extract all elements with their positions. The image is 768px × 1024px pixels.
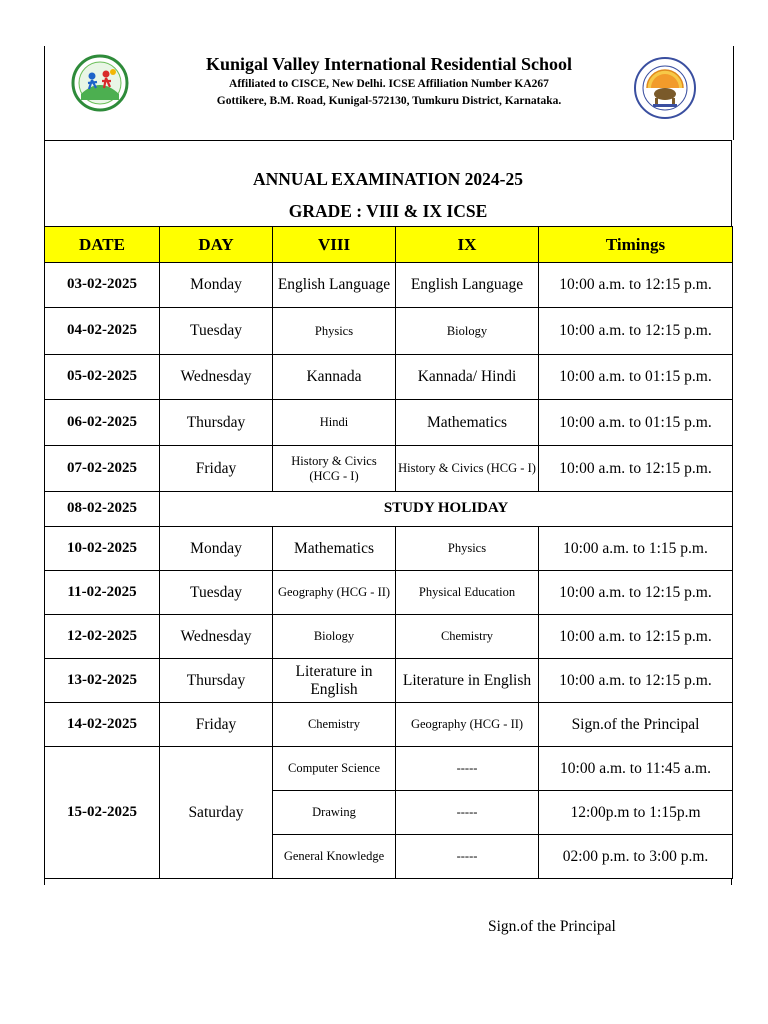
timing-cell: 10:00 a.m. to 12:15 p.m. (539, 659, 733, 703)
day-cell: Saturday (160, 747, 273, 879)
table-row (45, 446, 733, 492)
date-cell: 10-02-2025 (45, 527, 160, 571)
table-row (45, 527, 733, 571)
timing-cell: 10:00 a.m. to 12:15 p.m. (539, 308, 733, 355)
viii-subject-cell: Chemistry (273, 703, 396, 747)
date-cell: 12-02-2025 (45, 615, 160, 659)
date-cell: 04-02-2025 (45, 308, 160, 355)
date-cell: 08-02-2025 (45, 492, 160, 527)
timing-cell: 10:00 a.m. to 01:15 p.m. (539, 355, 733, 400)
ix-subject-cell: English Language (396, 263, 539, 308)
timing-cell: 10:00 a.m. to 12:15 p.m. (539, 446, 733, 492)
table-row (45, 355, 733, 400)
exam-timetable (44, 226, 733, 879)
viii-subject-cell: Hindi (273, 400, 396, 446)
ix-subject-cell: Biology (396, 308, 539, 355)
column-header-timings: Timings (539, 227, 733, 263)
timing-cell: 10:00 a.m. to 11:45 a.m. (539, 747, 733, 791)
table-row (45, 263, 733, 308)
column-header-ix: IX (396, 227, 539, 263)
timing-cell: 12:00p.m to 1:15p.m (539, 791, 733, 835)
ix-subject-cell: History & Civics (HCG - I) (396, 446, 539, 492)
address-line: Gottikere, B.M. Road, Kunigal-572130, Tumkuru District, Karnataka. (216, 95, 562, 107)
viii-subject-cell: History & Civics (HCG - I) (273, 446, 396, 492)
date-cell: 06-02-2025 (45, 400, 160, 446)
timing-cell: 10:00 a.m. to 01:15 p.m. (539, 400, 733, 446)
table-row (45, 400, 733, 446)
affiliation-line: Affiliated to CISCE, New Delhi. ICSE Affiliation Number KA267 (229, 78, 549, 90)
column-header-viii: VIII (273, 227, 396, 263)
grade-title: GRADE : VIII & IX ICSE (288, 201, 488, 221)
timing-cell: 10:00 a.m. to 12:15 p.m. (539, 263, 733, 308)
viii-subject-cell: English Language (273, 263, 396, 308)
viii-subject-cell: Drawing (273, 791, 396, 835)
date-cell: 11-02-2025 (45, 571, 160, 615)
ix-subject-cell: Physics (396, 527, 539, 571)
date-cell: 07-02-2025 (45, 446, 160, 492)
ix-subject-cell: Physical Education (396, 571, 539, 615)
day-cell: Monday (160, 527, 273, 571)
table-header-row (45, 227, 733, 263)
column-header-day: DAY (160, 227, 273, 263)
table-row (45, 747, 733, 791)
viii-subject-cell: Computer Science (273, 747, 396, 791)
table-border-tick (731, 879, 732, 885)
day-cell: Wednesday (160, 615, 273, 659)
exam-title-block (44, 140, 732, 227)
viii-subject-cell: Literature in English (273, 659, 396, 703)
ix-subject-cell: Literature in English (396, 659, 539, 703)
principal-signature-label: Sign.of the Principal (488, 918, 616, 935)
ix-subject-cell: ----- (396, 747, 539, 791)
viii-subject-cell: Kannada (273, 355, 396, 400)
timing-cell: 10:00 a.m. to 12:15 p.m. (539, 615, 733, 659)
timing-cell: Sign.of the Principal (539, 703, 733, 747)
cisce-seal-icon (633, 56, 697, 120)
table-row (45, 308, 733, 355)
timing-cell: 10:00 a.m. to 12:15 p.m. (539, 571, 733, 615)
study-holiday-cell: STUDY HOLIDAY (160, 492, 733, 527)
viii-subject-cell: Physics (273, 308, 396, 355)
table-row (45, 571, 733, 615)
ix-subject-cell: Mathematics (396, 400, 539, 446)
timing-cell: 10:00 a.m. to 1:15 p.m. (539, 527, 733, 571)
day-cell: Friday (160, 446, 273, 492)
date-cell: 03-02-2025 (45, 263, 160, 308)
ix-subject-cell: Kannada/ Hindi (396, 355, 539, 400)
table-row (45, 703, 733, 747)
date-cell: 05-02-2025 (45, 355, 160, 400)
exam-title: ANNUAL EXAMINATION 2024-25 (253, 169, 523, 189)
day-cell: Friday (160, 703, 273, 747)
viii-subject-cell: Biology (273, 615, 396, 659)
viii-subject-cell: Mathematics (273, 527, 396, 571)
column-header-date: DATE (45, 227, 160, 263)
date-cell: 14-02-2025 (45, 703, 160, 747)
day-cell: Wednesday (160, 355, 273, 400)
table-row (45, 615, 733, 659)
table-row (45, 492, 733, 527)
date-cell: 13-02-2025 (45, 659, 160, 703)
ix-subject-cell: Chemistry (396, 615, 539, 659)
viii-subject-cell: General Knowledge (273, 835, 396, 879)
viii-subject-cell: Geography (HCG - II) (273, 571, 396, 615)
ix-subject-cell: ----- (396, 835, 539, 879)
date-cell: 15-02-2025 (45, 747, 160, 879)
table-border-tick (44, 879, 45, 885)
day-cell: Tuesday (160, 308, 273, 355)
table-row (45, 659, 733, 703)
ix-subject-cell: Geography (HCG - II) (396, 703, 539, 747)
day-cell: Tuesday (160, 571, 273, 615)
timing-cell: 02:00 p.m. to 3:00 p.m. (539, 835, 733, 879)
day-cell: Monday (160, 263, 273, 308)
ix-subject-cell: ----- (396, 791, 539, 835)
day-cell: Thursday (160, 659, 273, 703)
school-name: Kunigal Valley International Residential School (205, 54, 573, 74)
school-header (44, 46, 734, 140)
day-cell: Thursday (160, 400, 273, 446)
